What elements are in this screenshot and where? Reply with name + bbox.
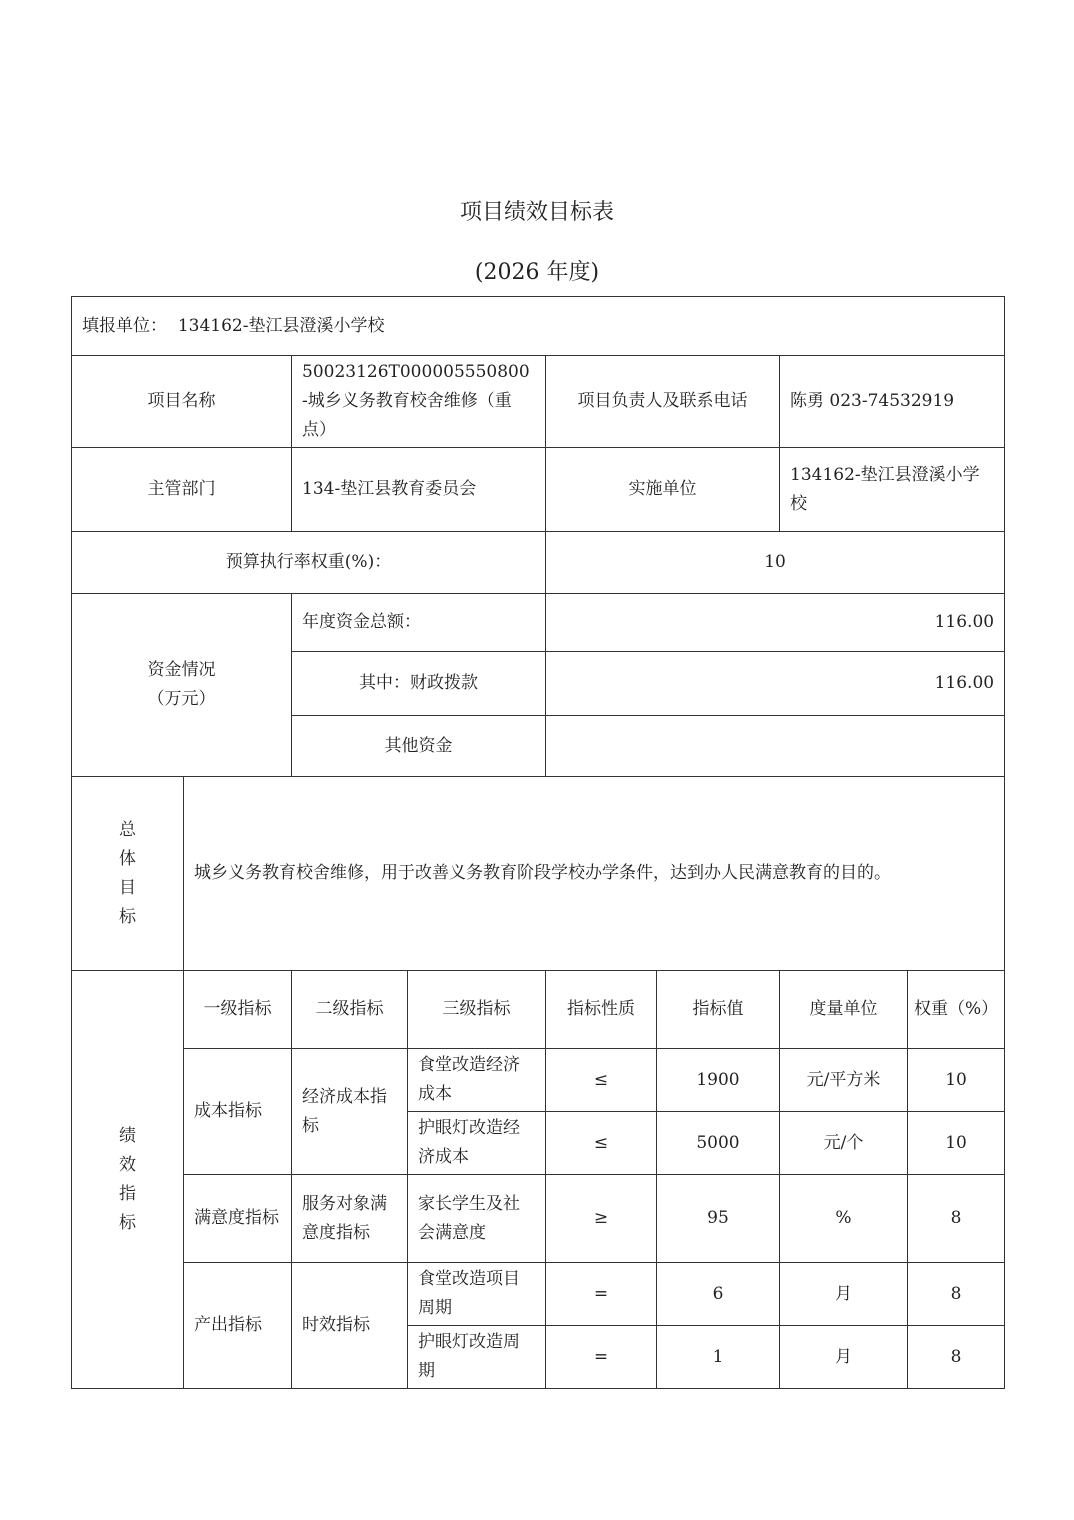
level3-cell: 食堂改造经济成本 bbox=[408, 1049, 546, 1112]
header-nature: 指标性质 bbox=[546, 971, 657, 1049]
header-weight: 权重（%） bbox=[908, 971, 1005, 1049]
performance-table bbox=[71, 296, 1005, 1389]
funds-other-value bbox=[546, 716, 1005, 777]
funds-fiscal-label: 其中：财政拨款 bbox=[292, 652, 546, 716]
level1-cell: 产出指标 bbox=[184, 1263, 292, 1389]
weight-cell: 8 bbox=[908, 1175, 1005, 1263]
page-title: 项目绩效目标表 bbox=[459, 200, 614, 225]
level3-cell: 护眼灯改造周期 bbox=[408, 1326, 546, 1389]
project-name-label: 项目名称 bbox=[72, 356, 292, 448]
page-year: (2026 年度) bbox=[474, 260, 600, 285]
funds-total-label: 年度资金总额： bbox=[292, 594, 546, 652]
nature-cell: ≤ bbox=[546, 1112, 657, 1175]
unit-cell: % bbox=[780, 1175, 908, 1263]
weight-cell: 10 bbox=[908, 1049, 1005, 1112]
unit-cell: 元/个 bbox=[780, 1112, 908, 1175]
level2-cell: 时效指标 bbox=[292, 1263, 408, 1389]
budget-rate-value: 10 bbox=[546, 532, 1005, 594]
funds-other-label: 其他资金 bbox=[292, 716, 546, 777]
impl-value: 134162-垫江县澄溪小学校 bbox=[780, 448, 1005, 532]
level2-cell: 经济成本指标 bbox=[292, 1049, 408, 1175]
level3-cell: 护眼灯改造经济成本 bbox=[408, 1112, 546, 1175]
header-level3: 三级指标 bbox=[408, 971, 546, 1049]
goal-text: 城乡义务教育校舍维修，用于改善义务教育阶段学校办学条件，达到办人民满意教育的目的。 bbox=[184, 777, 1005, 971]
header-level2: 二级指标 bbox=[292, 971, 408, 1049]
weight-cell: 8 bbox=[908, 1263, 1005, 1326]
funds-total-value: 116.00 bbox=[546, 594, 1005, 652]
table-row bbox=[72, 1049, 1005, 1112]
goal-label-text: 总体目标 bbox=[119, 819, 136, 927]
dept-value: 134-垫江县教育委员会 bbox=[292, 448, 546, 532]
value-cell: 5000 bbox=[657, 1112, 780, 1175]
header-unit: 度量单位 bbox=[780, 971, 908, 1049]
funds-label bbox=[72, 594, 292, 777]
level2-cell: 服务对象满意度指标 bbox=[292, 1175, 408, 1263]
nature-cell: = bbox=[546, 1263, 657, 1326]
dept-label: 主管部门 bbox=[72, 448, 292, 532]
unit-cell: 月 bbox=[780, 1326, 908, 1389]
manager-value: 陈勇 023-74532919 bbox=[780, 356, 1005, 448]
value-cell: 6 bbox=[657, 1263, 780, 1326]
table-row bbox=[72, 1263, 1005, 1326]
header-value: 指标值 bbox=[657, 971, 780, 1049]
budget-rate-label: 预算执行率权重(%)： bbox=[72, 532, 546, 594]
project-name-value: 50023126T000005550800-城乡义务教育校舍维修（重点） bbox=[292, 356, 546, 448]
unit-row bbox=[72, 297, 1005, 356]
level1-cell: 满意度指标 bbox=[184, 1175, 292, 1263]
goal-label bbox=[72, 777, 184, 971]
value-cell: 1 bbox=[657, 1326, 780, 1389]
unit-label: 填报单位： bbox=[82, 315, 167, 336]
indicators-label-text: 绩效指标 bbox=[119, 1125, 136, 1233]
level3-cell: 食堂改造项目周期 bbox=[408, 1263, 546, 1326]
funds-label-text: 资金情况（万元） bbox=[147, 660, 216, 709]
value-cell: 1900 bbox=[657, 1049, 780, 1112]
unit-cell: 元/平方米 bbox=[780, 1049, 908, 1112]
value-cell: 95 bbox=[657, 1175, 780, 1263]
header-level1: 一级指标 bbox=[184, 971, 292, 1049]
nature-cell: = bbox=[546, 1326, 657, 1389]
funds-fiscal-value: 116.00 bbox=[546, 652, 1005, 716]
nature-cell: ≤ bbox=[546, 1049, 657, 1112]
indicators-label bbox=[72, 971, 184, 1389]
level1-cell: 成本指标 bbox=[184, 1049, 292, 1175]
table-row bbox=[72, 1175, 1005, 1263]
impl-label: 实施单位 bbox=[546, 448, 780, 532]
level3-cell: 家长学生及社会满意度 bbox=[408, 1175, 546, 1263]
weight-cell: 8 bbox=[908, 1326, 1005, 1389]
nature-cell: ≥ bbox=[546, 1175, 657, 1263]
manager-label: 项目负责人及联系电话 bbox=[546, 356, 780, 448]
unit-value: 134162-垫江县澄溪小学校 bbox=[177, 315, 385, 336]
unit-cell: 月 bbox=[780, 1263, 908, 1326]
weight-cell: 10 bbox=[908, 1112, 1005, 1175]
